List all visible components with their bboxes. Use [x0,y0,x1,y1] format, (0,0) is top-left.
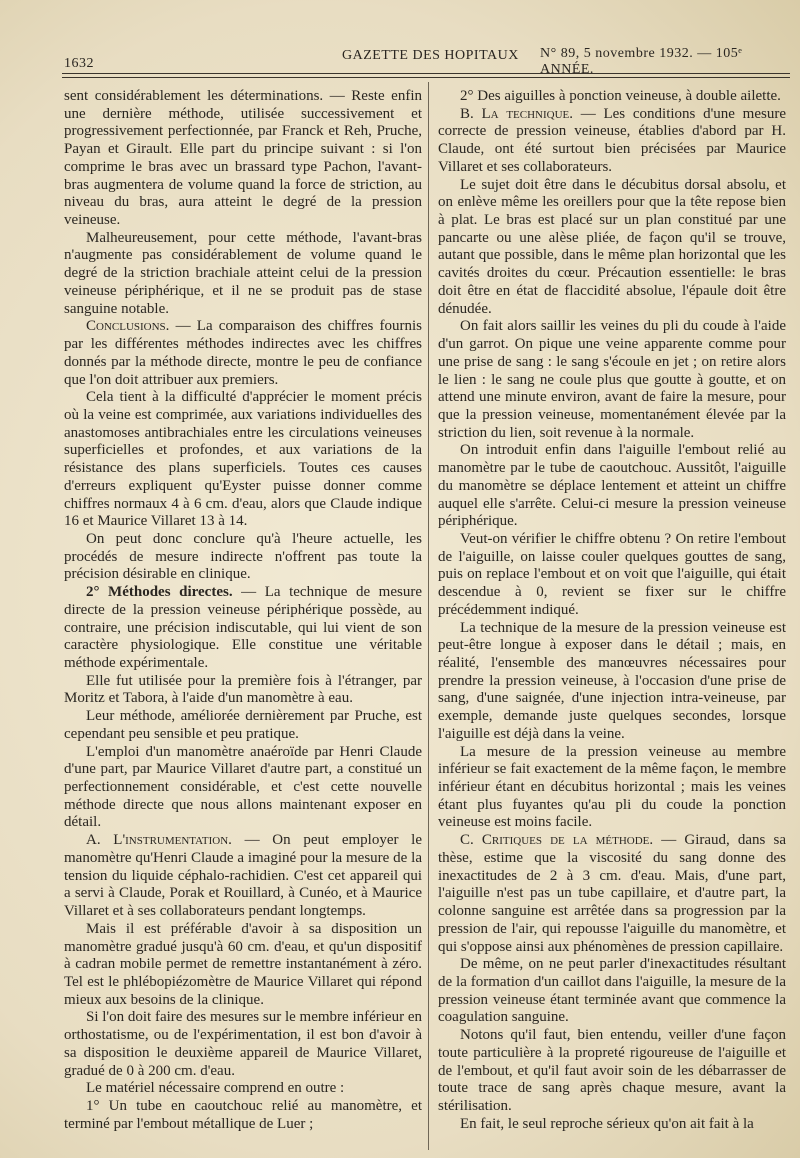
section-heading: Conclusions. [86,318,170,335]
paragraph: A. L'instrumentation. — On peut employer le manomètre qu'Henri Claude a imaginé pour la mesure de la tension du liquide céphalo-rachidien. C'est cet appareil qui a servi à Claude, Porak et Rouillard, à Cunéo, et à Maurice Villaret et à ses collaborateurs pendant longtemps. [64,832,422,920]
header-rule [62,73,790,74]
paragraph: Notons qu'il faut, bien entendu, veiller d'une façon toute particulière à la propreté rigoureuse de l'aiguille et de l'embout, et qu'il faut avoir soin de les débarrasser de toute trace de sang après chaque mesure, avant la stérilisation. [438,1027,786,1114]
paragraph: Mais il est préférable d'avoir à sa disposition un manomètre gradué jusqu'à 60 cm. d'eau, et qu'un dispositif à cadran mobile permet de remettre instantanément à zéro. Tel est le phlébopiézomètre de Maurice Villaret qui répond mieux aux besoins de la clinique. [64,920,422,1008]
paragraph: L'emploi d'un manomètre anaéroïde par Henri Claude d'une part, par Maurice Villaret d'autre part, a constitué un perfectionnement considérable, et c'est cette nouvelle méthode directe que nous allons maintenant exposer en détail. [64,743,422,831]
page-header [60,44,790,77]
paragraph: Le sujet doit être dans le décubitus dorsal absolu, et on enlève même les oreillers pour que la tête repose bien à plat. Le bras est placé sur un plan constitué par une pancarte ou une alèse pliée, de façon qu'il se trouve, autant que possible, dans le même plan horizontal que les cavités droites du cœur. Précaution essentielle: le bras doit être en état de flaccidité absolue, l'épaule doit être dénudée. [438,176,786,317]
left-column [64,88,422,1133]
section-heading: C. Critiques de la méthode. [460,832,654,849]
header-rule-thin [62,77,790,78]
paragraph: Cela tient à la difficulté d'apprécier le moment précis où la veine est comprimée, aux variations individuelles des anastomoses antibrachiales entre les circulations veineuses superficielles et profondes, et aux variations de la résistance des plans superficiels. Toutes ces causes d'erreurs expliquent qu'Eyster puisse donner comme chiffres normaux 4 à 6 cm. d'eau, alors que Claude indique 16 et Maurice Villaret 13 à 14. [64,389,422,530]
paragraph: Le matériel nécessaire comprend en outre : [86,1080,345,1097]
paragraph: 2° Méthodes directes. — La technique de mesure directe de la pression veineuse périphérique possède, au contraire, une précision indiscutable, qui lui vient de son caractère physiologique. Elle constitue une véritable méthode expérimentale. [64,584,422,671]
paragraph: On introduit enfin dans l'aiguille l'embout relié au manomètre par le tube de caoutchouc. Aussitôt, l'aiguille du manomètre se déplace lentement et atteint un chiffre auquel elle s'arrête. Celui-ci mesure la pression veineuse périphérique. [438,442,786,530]
paragraph: Conclusions. — La comparaison des chiffres fournis par les différentes méthodes indirectes avec les chiffres donnés par la méthode directe, montre le peu de confiance que l'on doit attribuer aux premiers. [64,318,422,388]
paragraph: En fait, le seul reproche sérieux qu'on ait fait à la [460,1115,754,1132]
paragraph: 1° Un tube en caoutchouc relié au manomètre, et terminé par l'embout métallique de Luer ; [64,1097,422,1132]
paragraph: La technique de la mesure de la pression veineuse est peut-être longue à exposer dans le détail ; mais, en réalité, l'ensemble des manœuvres nécessaires pour prendre la pression veineuse, à l'occasion d'une prise de sang, d'une saignée, d'une injection intra-veineuse, par exemple, demande juste quelques secondes, lorsque l'aiguille est déjà dans la veine. [438,619,786,742]
paragraph: C. Critiques de la méthode. — Giraud, dans sa thèse, estime que la viscosité du sang donne des inexactitudes de 2 à 3 cm. d'eau. Mais, d'une part, l'aiguille n'est pas un tube capillaire, et d'autre part, la colonne sanguine est arrêtée dans sa progression par la pression de l'air, qui repousse l'aiguille du manomètre, et qui s'oppose ainsi aux phénomènes de pression capillaire. [438,832,786,955]
paragraph: Si l'on doit faire des mesures sur le membre inférieur en orthostatisme, ou de l'expérimentation, il est bon d'avoir à sa disposition le deuxième appareil de Maurice Villaret, gradué de 0 à 200 cm. d'eau. [64,1009,422,1079]
paragraph: B. La technique. — Les conditions d'une mesure correcte de pression veineuse, établies d'abord par H. Claude, ont été surtout bien précisées par Maurice Villaret et ses collaborateurs. [438,105,786,175]
paragraph: Malheureusement, pour cette méthode, l'avant-bras n'augmente pas considérablement de volume quand le degré de la striction brachiale atteint celui de la pression veineuse périphérique, et il ne se produit pas de stase sanguine notable. [64,229,422,317]
section-heading: B. La technique. [460,105,574,122]
journal-title: GAZETTE DES HOPITAUX [342,48,519,63]
paragraph: De même, on ne peut parler d'inexactitudes résultant de la formation d'un caillot dans l'aiguille, la mesure de la pression veineuse étant terminée avant que commence la coagulation sanguine. [438,956,786,1026]
paragraph: On peut donc conclure qu'à l'heure actuelle, les procédés de mesure indirecte n'offrent pas toute la précision désirable en clinique. [64,530,422,583]
issue-info: N° 89, 5 novembre 1932. — 105ᵉ ANNÉE. [540,46,743,77]
paragraph: On fait alors saillir les veines du pli du coude à l'aide d'un garrot. On pique une veine apparente comme pour une prise de sang : le sang s'écoule en jet ; on retire alors le lien : le sang ne coule plus que goutte à goutte, et on attend une minute environ, avant de faire la mesure, pour que la pression veineuse, momentanément élevée par la striction du lien, soit revenue à la normale. [438,318,786,441]
paragraph: Veut-on vérifier le chiffre obtenu ? On retire l'embout de l'aiguille, on laisse couler quelques gouttes de sang, puis on replace l'embout et on voit que l'aiguille, qui était descendue à 0, revient se fixer sur le chiffre précédemment indiqué. [438,530,786,618]
section-heading: A. L'instrumentation. [86,832,232,849]
page-number: 1632 [64,56,94,71]
paragraph: La mesure de la pression veineuse au membre inférieur se fait exactement de la même façon, le membre inférieur étant en décubitus horizontal ; mais les veines étant plus fuyantes qu'au pli du coude la ponction veineuse est moins facile. [438,743,786,831]
paragraph: sent considérablement les déterminations. — Reste enfin une dernière méthode, utilisée successivement et progressivement perfectionnée, par Franck et Reh, Pruche, Payan et Girault. Elle part du principe suivant : si l'on comprime le bras avec un brassard type Pachon, l'avant-bras augmentera de volume quand la force de striction, au niveau du bras, aura atteint le degré de la pression veineuse. [64,88,422,229]
paragraph: 2° Des aiguilles à ponction veineuse, à double ailette. [460,88,781,104]
paragraph: Elle fut utilisée pour la première fois à l'étranger, par Moritz et Tabora, à l'aide d'un manomètre à eau. [64,672,422,707]
right-column [438,88,786,1133]
column-divider [428,82,429,1150]
paragraph: Leur méthode, améliorée dernièrement par Pruche, est cependant peu sensible et peu pratique. [64,708,422,742]
section-heading: 2° Méthodes directes. [86,584,233,601]
